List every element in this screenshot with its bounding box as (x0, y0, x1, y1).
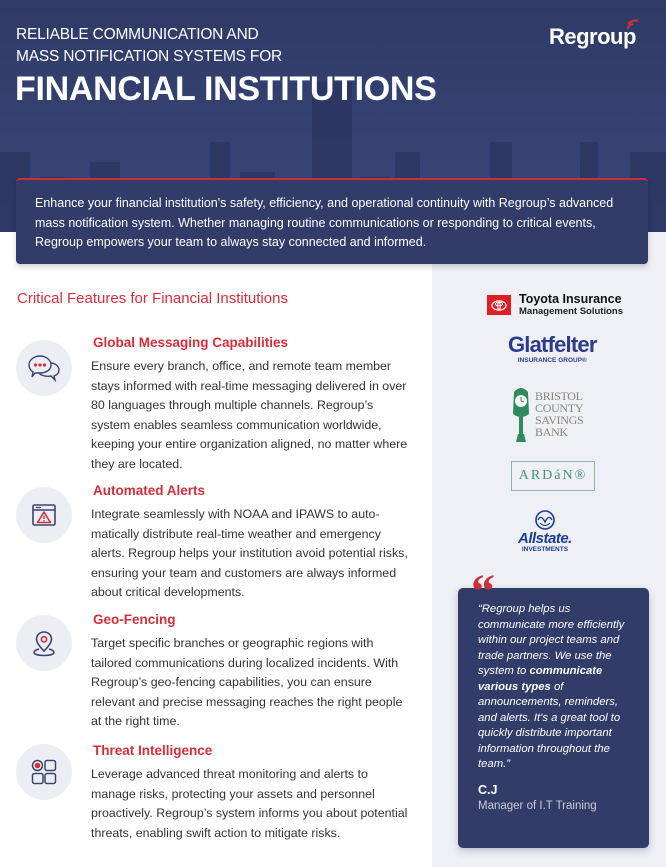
feature-text: Target specific branches or geographic regions with tailored communications during localized incidents. With Regroup’s geo-fencing capabilities, you can ensure relevant and precise messaging reaches the right people at the right time. (91, 636, 403, 728)
bristol-line4: BANK (535, 425, 568, 439)
feature-title: Threat Intelligence (93, 743, 213, 758)
feature-title: Global Messaging Capabilities (93, 335, 289, 350)
bristol-line2: COUNTY (535, 401, 584, 415)
allstate-investments-logo (518, 510, 572, 553)
glatfelter-logo (508, 334, 597, 364)
glatfelter-line2: INSURANCE GROUP® (517, 357, 587, 364)
quote-text-part2: of announcements, reminders, and alerts. It's a great tool to quickly distribute important information throughout the team.” (478, 680, 621, 770)
clock-tower-icon (510, 384, 532, 444)
quote-text-bold: communicate various types (478, 665, 603, 693)
map-pin-icon (32, 629, 56, 657)
quote-text-part1: “Regroup helps us communicate more efficiently within our project teams and trade partners. We use the system to (478, 603, 625, 677)
ardan-text: ARDáN® (518, 468, 588, 483)
feature-icon-circle (16, 487, 72, 543)
testimonial-author: C.J (478, 782, 498, 797)
allstate-line1: Allstate. (518, 530, 572, 547)
logo-text: Regroup (549, 24, 636, 49)
feature-text: Leverage advanced threat monitoring and alerts to manage risks, protecting your assets and personnel proactively. Regroup’s system informs you about potential threats, enabling swift action to mitigate risks. (91, 767, 408, 840)
hero-subtitle-line1: RELIABLE COMMUNICATION AND (16, 26, 259, 43)
testimonial-quote (478, 602, 639, 773)
alert-window-icon (31, 503, 57, 527)
feature-text: Ensure every branch, office, and remote team member stays informed with real-time messaging delivered in over 80 languages through multiple channels. Regroup’s system enables seamless communication worldwide, keeping your entire organization aligned, no matter where they are located. (91, 359, 408, 471)
allstate-hands-icon (534, 510, 556, 530)
toyota-line2: Management Solutions (519, 306, 623, 317)
bristol-line1: BRISTOL (535, 389, 583, 403)
feature-text: Integrate seamlessly with NOAA and IPAWS to auto-matically distribute real-time weather and emergency alerts. Regroup helps your institution avoid potential risks, ensuring your team and customers are always informed about critical developments. (91, 507, 408, 599)
chat-bubbles-icon (27, 354, 61, 382)
feature-title: Geo-Fencing (93, 612, 176, 627)
feature-icon-circle (16, 615, 72, 671)
ardan-logo (511, 461, 595, 491)
page-title: FINANCIAL INSTITUTIONS (15, 70, 437, 108)
bristol-line3: SAVINGS (535, 413, 584, 427)
testimonial-card (458, 588, 649, 848)
intro-box (16, 178, 648, 264)
intro-text: Enhance your financial institution's safety, efficiency, and operational continuity with Regroup’s advanced mass notification system. Whether managing routine communications or responding to critical events, Regroup empowers your team to always stay connected and informed. (35, 196, 614, 249)
feature-icon-circle (16, 744, 72, 800)
toyota-emblem-icon (487, 295, 511, 315)
dashboard-grid-icon (30, 758, 58, 786)
toyota-insurance-logo (487, 293, 623, 317)
regroup-logo (549, 24, 636, 50)
feature-title: Automated Alerts (93, 483, 206, 498)
hero-subtitle-line2: MASS NOTIFICATION SYSTEMS FOR (16, 48, 283, 65)
feature-icon-circle (16, 340, 72, 396)
glatfelter-line1: Glatfelter (508, 332, 597, 357)
bristol-county-savings-bank-logo (510, 384, 583, 444)
quote-mark-icon: “ (471, 565, 495, 618)
hero-subtitle (16, 24, 282, 68)
testimonial-role: Manager of I.T Training (478, 799, 597, 812)
signal-waves-icon (625, 18, 641, 34)
toyota-line1: Toyota Insurance (519, 292, 622, 306)
features-section-title: Critical Features for Financial Institutions (17, 290, 288, 307)
allstate-line2: INVESTMENTS (521, 546, 569, 553)
